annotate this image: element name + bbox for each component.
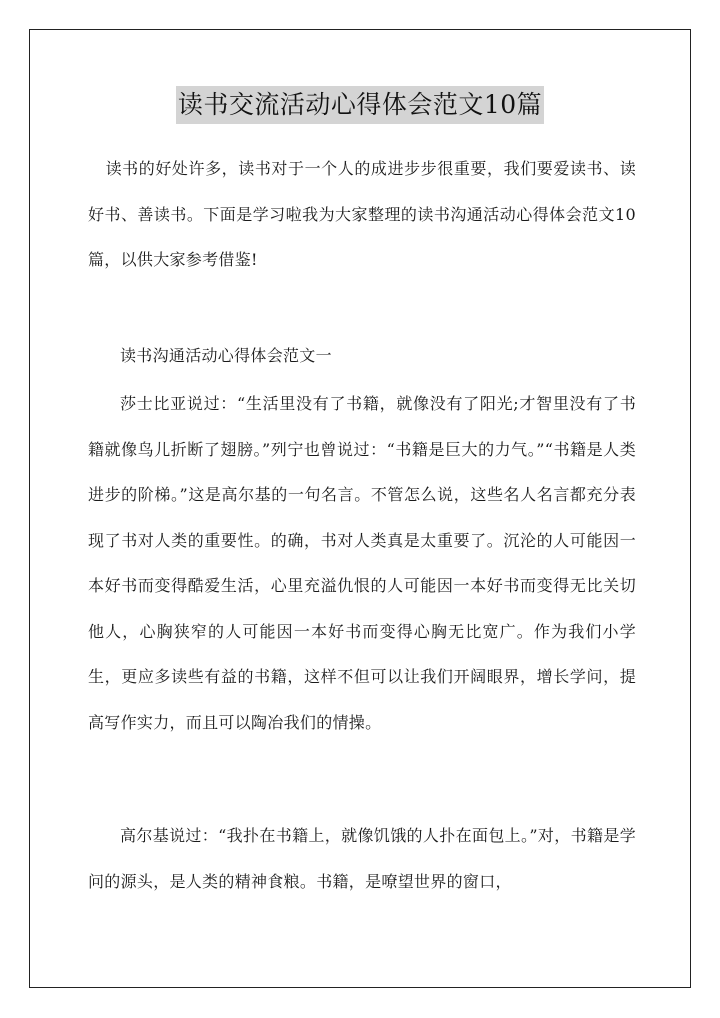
body-paragraph-2: 高尔基说过：“我扑在书籍上，就像饥饿的人扑在面包上。”对，书籍是学问的源头，是人类的精神食粮。书籍，是嘹望世界的窗口，	[88, 826, 636, 891]
intro-paragraph: 读书的好处许多，读书对于一个人的成进步步很重要，我们要爱读书、读好书、善读书。下面是学习啦我为大家整理的读书沟通活动心得体会范文10篇，以供大家参考借鉴!	[88, 159, 636, 269]
body-paragraph-1: 莎士比亚说过：“生活里没有了书籍，就像没有了阳光;才智里没有了书籍就像鸟儿折断了翅膀。”列宁也曾说过：“书籍是巨大的力气。”“书籍是人类进步的阶梯。”这是高尔基的一句名言。不管怎么说，这些名人名言都充分表现了书对人类的重要性。的确，书对人类真是太重要了。沉沦的人可能因一本好书而变得酷爱生活，心里充溢仇恨的人可能因一本好书而变得无比关切他人，心胸狭窄的人可能因一本好书而变得心胸无比宽广。作为我们小学生，更应多读些有益的书籍，这样不但可以让我们开阔眼界，增长学问，提高写作实力，而且可以陶冶我们的情操。	[88, 394, 636, 732]
section-heading: 读书沟通活动心得体会范文一	[120, 346, 332, 365]
title-container	[0, 86, 720, 124]
document-title: 读书交流活动心得体会范文10篇	[176, 86, 544, 124]
